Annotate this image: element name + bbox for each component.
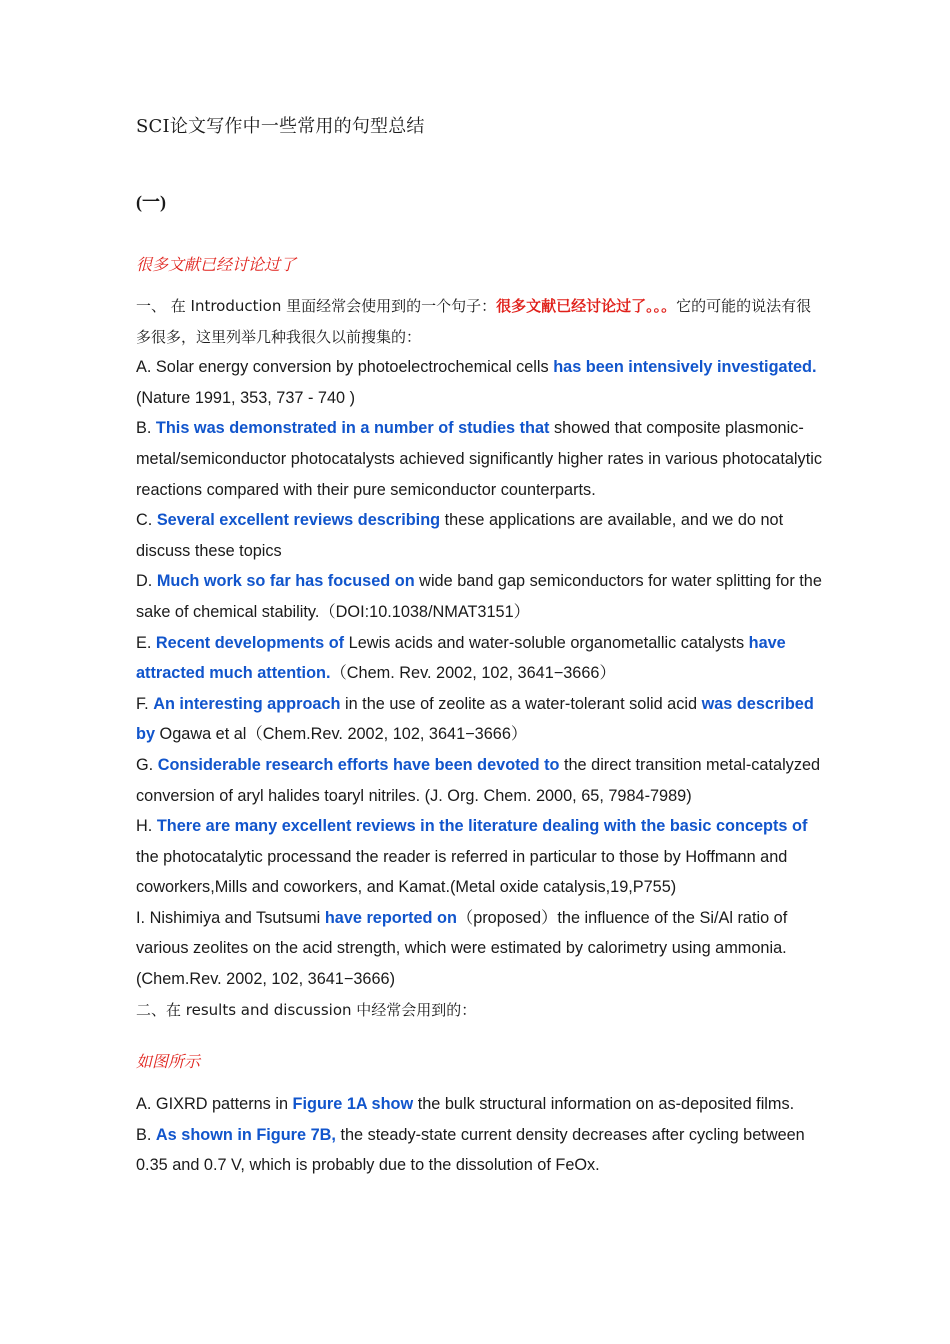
example-e: E. Recent developments of Lewis acids and water-soluble organometallic catalysts have attracted much attention.（Chem. Rev. 2002, 102, 3641−3666） — [136, 633, 786, 683]
example-b: B. This was demonstrated in a number of studies that showed that composite plasmonic-metal/semiconductor photocatalysts achieved significantly higher rates in various photocatalytic reactions compared with their pure semiconductor counterparts. — [136, 419, 822, 499]
figure-example-a: A. GIXRD patterns in Figure 1A show the bulk structural information on as-deposited films. — [136, 1095, 795, 1113]
intro-paragraph: 一、 在 Introduction 里面经常会使用到的一个句子：很多文献已经讨论过了。。。它的可能的说法有很多很多，这里列举几种我很久以前搜集的： — [136, 297, 812, 346]
document-title: SCI论文写作中一些常用的句型总结 — [136, 116, 425, 137]
part-two-intro: 二、在 results and discussion 中经常会用到的： — [136, 1000, 477, 1019]
heading-as-shown-in-figure: 如图所示 — [136, 1052, 201, 1071]
example-g: G. Considerable research efforts have been devoted to the direct transition metal-catalyzed conversion of aryl halides toaryl nitriles. (J. Org. Chem. 2000, 65, 7984-7989) — [136, 755, 821, 805]
example-a: A. Solar energy conversion by photoelectrochemical cells has been intensively investigated. (Nature 1991, 353, 737 - 740 ) — [136, 358, 817, 407]
example-c: C. Several excellent reviews describing these applications are available, and we do not discuss these topics — [136, 511, 784, 560]
example-d: D. Much work so far has focused on wide band gap semiconductors for water splitting for the sake of chemical stability.（DOI:10.1038/NMAT3151） — [136, 572, 822, 621]
figure-example-b: B. As shown in Figure 7B, the steady-state current density decreases after cycling between 0.35 and 0.7 V, which is probably due to the dissolution of FeOx. — [136, 1125, 805, 1175]
introduction-section — [136, 291, 826, 1025]
section-number: (一) — [136, 192, 166, 212]
example-f: F. An interesting approach in the use of zeolite as a water-tolerant solid acid was described by Ogawa et al（Chem.Rev. 2002, 102, 3641−3666） — [136, 694, 814, 744]
heading-literature-discussed: 很多文献已经讨论过了 — [136, 255, 297, 274]
example-h: H. There are many excellent reviews in the literature dealing with the basic concepts of the photocatalytic processand the reader is referred in particular to those by Hoffmann and coworkers,Mills and coworkers, and Kamat.(Metal oxide catalysis,19,P755) — [136, 817, 808, 897]
example-i: I. Nishimiya and Tsutsumi have reported on（proposed）the influence of the Si/Al ratio of various zeolites on the acid strength, which were estimated by calorimetry using ammonia. (Chem.Rev. 2002, 102, 3641−3666) — [136, 908, 788, 989]
results-section — [136, 1089, 826, 1181]
